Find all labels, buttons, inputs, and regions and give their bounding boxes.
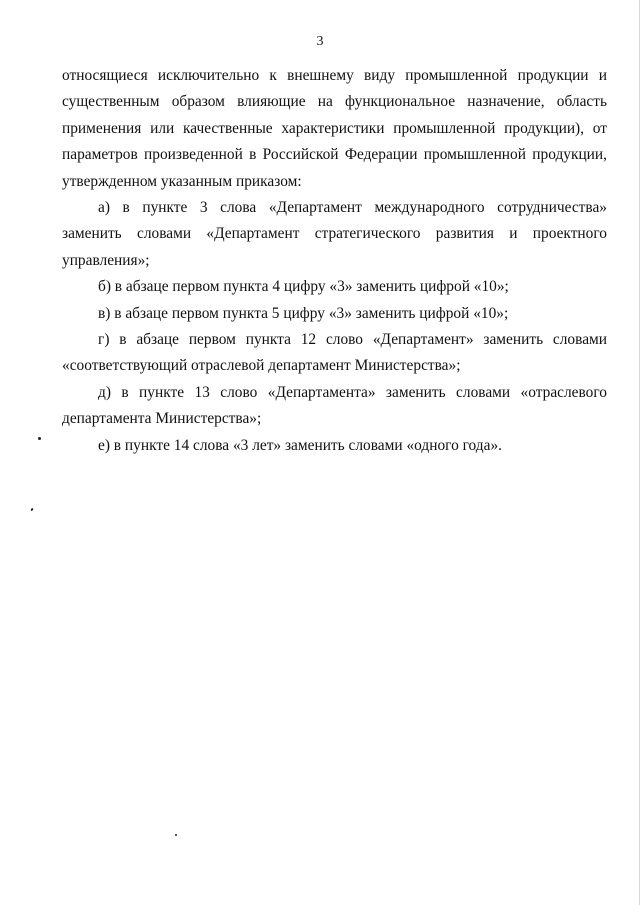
scan-speck-3 xyxy=(175,834,177,836)
paragraph-item-e: е) в пункте 14 слова «3 лет» заменить словами «одного года». xyxy=(98,436,503,454)
paragraph-item-b: б) в абзаце первом пункта 4 цифру «3» заменить цифрой «10»; xyxy=(98,278,509,296)
paragraph-item-v: в) в абзаце первом пункта 5 цифру «3» заменить цифрой «10»; xyxy=(98,304,509,322)
document-body xyxy=(62,63,607,459)
paragraph-item-d: д) в пункте 13 слово «Департамента» заменить словами «отраслевого департамента Министерства»; xyxy=(62,383,607,428)
page-number: 3 xyxy=(316,34,324,49)
paragraph-item-a: а) в пункте 3 слова «Департамент международного сотрудничества» заменить словами «Департамент стратегического развития и проектного управления»; xyxy=(62,199,607,269)
scan-speck-2 xyxy=(30,508,33,512)
paragraph-item-g: г) в абзаце первом пункта 12 слово «Департамент» заменить словами «соответствующий отраслевой департамент Министерства»; xyxy=(62,331,607,375)
scan-speck-1 xyxy=(38,437,41,440)
paragraph-continuation: относящиеся исключительно к внешнему виду промышленной продукции и существенным образом влияющие на функциональное назначение, область применения или качественные характеристики промышленной продукции), от параметров произведенной в Российской Федерации промышленной продукции, утвержденном указанным приказом: xyxy=(62,67,607,190)
